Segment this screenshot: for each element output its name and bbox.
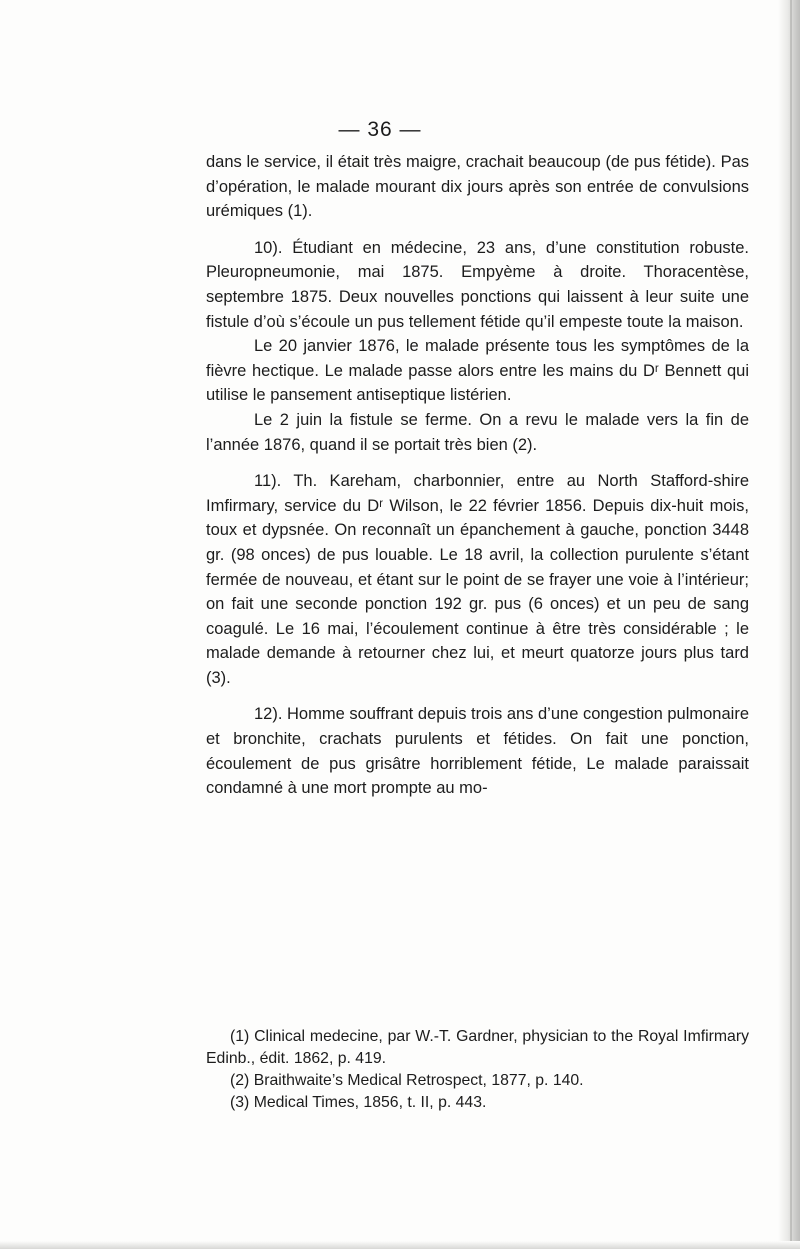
- footnote-2: (2) Braithwaite’s Medical Retrospect, 1877, p. 140.: [230, 1072, 584, 1089]
- paragraph-case-10: 10). Étudiant en médecine, 23 ans, d’une constitution robuste. Pleuropneumonie, mai 1875. Empyème à droite. Thoracentèse, septembre 1875. Deux nouvelles ponctions qui laissent à leur suite une fistule d’où s’écoule un pus tellement fétide qu’il empeste toute la maison.: [206, 238, 749, 331]
- footnote-3: (3) Medical Times, 1856, t. II, p. 443.: [230, 1094, 487, 1111]
- page-binding-shadow: [778, 0, 800, 1249]
- paragraph-case-10-outcome: Le 2 juin la fistule se ferme. On a revu le malade vers la fin de l’année 1876, quand il se portait très bien (2).: [206, 410, 749, 454]
- page-number: — 36 —: [338, 118, 422, 141]
- page-body-text: [206, 150, 749, 801]
- paragraph-case-10-fever: Le 20 janvier 1876, le malade présente tous les symptômes de la fièvre hectique. Le malade passe alors entre les mains du Dʳ Bennett qui utilise le pansement antiseptique listérien.: [206, 337, 749, 405]
- page-bottom-shadow: [0, 1241, 800, 1249]
- footnote-1: (1) Clinical medecine, par W.-T. Gardner, physician to the Royal Imfirmary Edinb., édit. 1862, p. 419.: [206, 1028, 749, 1067]
- footnotes: [206, 1026, 749, 1114]
- paragraph-continuation: dans le service, il était très maigre, crachait beaucoup (de pus fétide). Pas d’opération, le malade mourant dix jours après son entrée de convulsions urémiques (1).: [206, 153, 749, 221]
- paragraph-case-11: 11). Th. Kareham, charbonnier, entre au North Stafford-shire Imfirmary, service du Dʳ Wilson, le 22 février 1856. Depuis dix-huit mois, toux et dypsnée. On reconnaît un épanchement à gauche, ponction 3448 gr. (98 onces) de pus louable. Le 18 avril, la collection purulente s’étant fermée de nouveau, et étant sur le point de se frayer une voie à l’intérieur; on fait une seconde ponction 192 gr. pus (6 onces) et un peu de sang coagulé. Le 16 mai, l’écoulement continue à être très considérable ; le malade demande à retourner chez lui, et meurt quatorze jours plus tard (3).: [206, 472, 749, 687]
- paragraph-case-12: 12). Homme souffrant depuis trois ans d’une congestion pulmonaire et bronchite, crachats purulents et fétides. On fait une ponction, écoulement de pus grisâtre horriblement fétide, Le malade paraissait condamné à une mort prompte au mo-: [206, 705, 749, 798]
